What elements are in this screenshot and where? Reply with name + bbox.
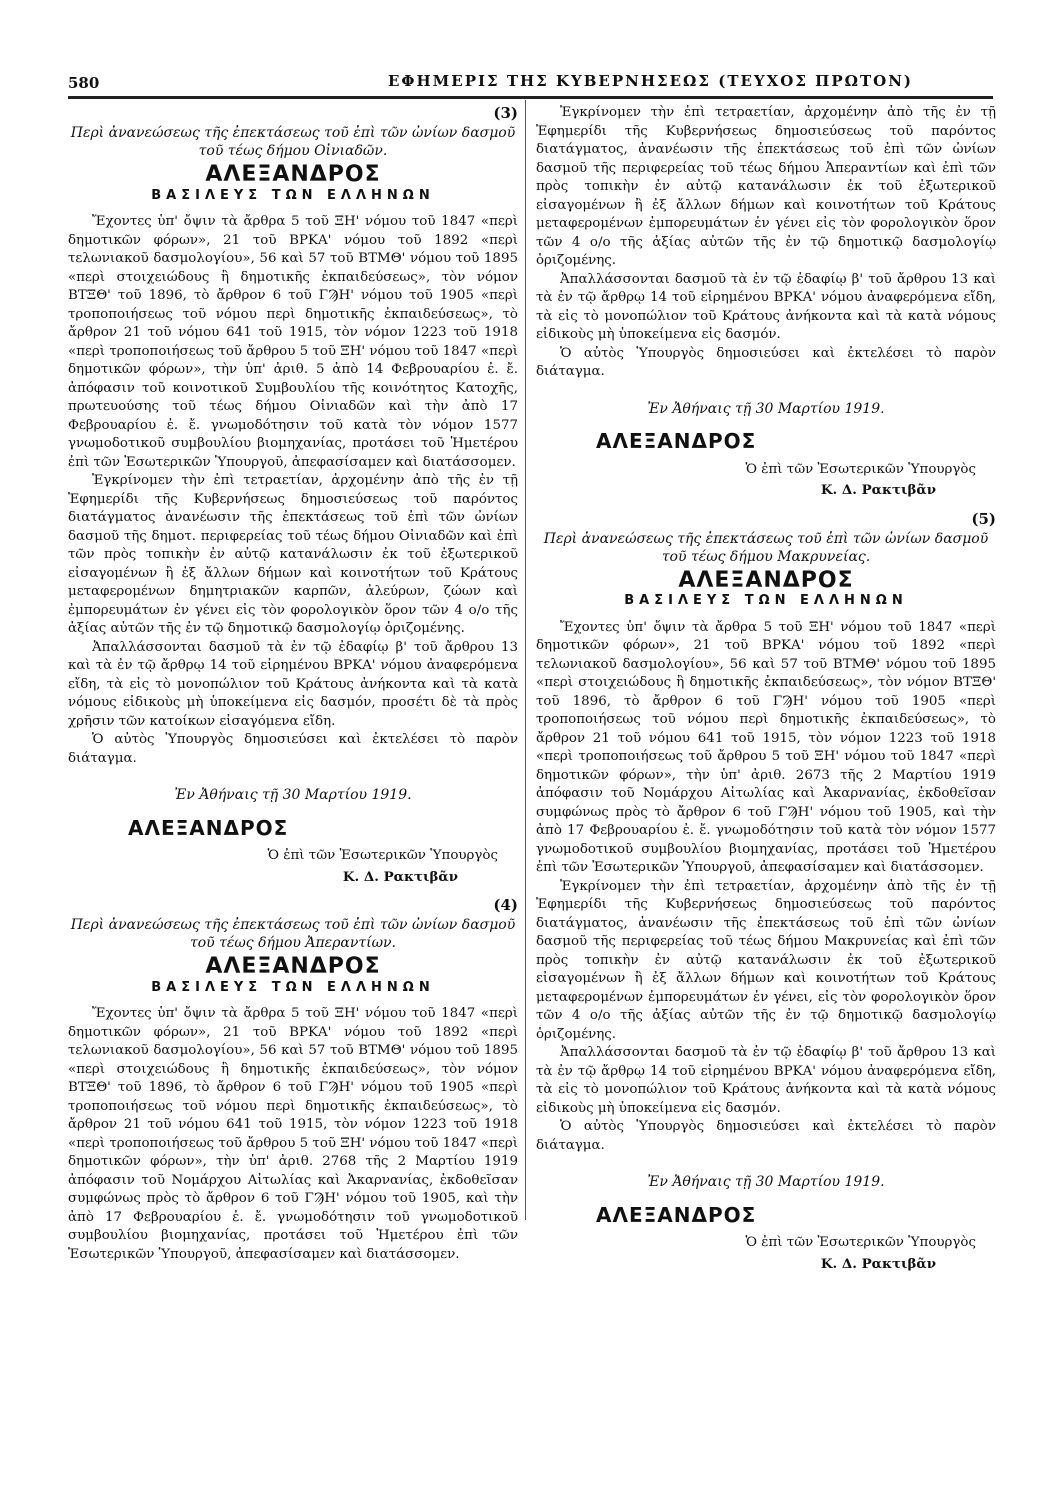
decree-paragraph: Ἐγκρίνομεν τὴν ἐπὶ τετραετίαν, ἀρχομένην ἀπὸ τῆς ἐν τῇ Ἐφημερίδι τῆς Κυβερνήσεως δημοσιεύσεως τοῦ παρόντος διατάγματος, ἀνανέωσιν τῆς ἐπεκτάσεως τοῦ ἐπὶ τῶν ὠνίων δασμοῦ τῆς περιφερείας τοῦ τέως δήμου Μακρυνείας καὶ ἐπὶ τῶν πρὸς τοπικὴν ἐν αὐτῷ κατανάλωσιν ἐκ τοῦ ἐξωτερικοῦ εἰσαγομένων ἢ ἐξ ἄλλων δήμων καὶ κοινοτήτων τοῦ Κράτους μεταφερομένων ἐμπορευμάτων ἐν γένει, εἰς τὸν φορολογικὸν ὅρον τῶν 4 ο/ο τῆς ἀξίας αὐτῶν τῆς ἐν τῷ δημοτικῷ δασμολογίῳ ὁριζομένης. — [536, 878, 996, 1042]
column-divider — [525, 100, 526, 1220]
king-title: ΒΑΣΙΛΕΥΣ ΤΩΝ ΕΛΛΗΝΩΝ — [151, 979, 435, 995]
king-name: ΑΛΕΞΑΝΔΡΟΣ — [205, 954, 381, 979]
header-rule — [68, 96, 993, 99]
page-header — [68, 66, 993, 96]
king-title: ΒΑΣΙΛΕΥΣ ΤΩΝ ΕΛΛΗΝΩΝ — [624, 593, 908, 608]
decree-subject: Περὶ ἀνανεώσεως τῆς ἐπεκτάσεως τοῦ ἐπὶ τῶν ὠνίων δασμοῦ τοῦ τέως δήμου Οἰνιαδῶν. — [70, 125, 516, 159]
page-number: 580 — [68, 74, 100, 92]
decree-date: Ἐν Ἀθήναις τῇ 30 Μαρτίου 1919. — [647, 400, 885, 417]
decree-paragraph: Ἀπαλλάσσονται δασμοῦ τὰ ἐν τῷ ἐδαφίῳ β' τοῦ ἄρθρου 13 καὶ τὰ ἐν τῷ ἄρθρῳ 14 τοῦ εἰρημένου ΒΡΚΑ' νόμου ἀναφερόμενα εἴδη, τὰ εἰς τὸ μονοπώλιον τοῦ Κράτους ἀνήκοντα καὶ τὰ κατὰ νόμους εἰδικοὺς μὴ ὑποκείμενα εἰς δασμόν. — [536, 271, 996, 342]
decree-paragraph: Ἔχοντες ὑπ' ὄψιν τὰ ἄρθρα 5 τοῦ ΞΗ' νόμου τοῦ 1847 «περὶ δημοτικῶν φόρων», 21 τοῦ ΒΡΚΑ' νόμου τοῦ 1892 «περὶ τελωνιακοῦ δασμολογίου», 56 καὶ 57 τοῦ ΒΤΜΘ' νόμου τοῦ 1895 «περὶ στοιχειώδους ἢ δημοτικῆς ἐκπαιδεύσεως», τὸν νόμον ΒΤΞΘ' τοῦ 1896, τὸ ἄρθρον 6 τοῦ ΓϠΗ' νόμου τοῦ 1905 «περὶ τροποποιήσεως τοῦ νόμου περὶ δημοτικῆς ἐκπαιδεύσεως», τὸ ἄρθρον 21 τοῦ νόμου 641 τοῦ 1915, τὸν νόμον 1223 τοῦ 1918 «περὶ τροποποιήσεως τοῦ ἄρθρου 5 τοῦ ΞΗ' νόμου τοῦ 1847 «περὶ δημοτικῶν φόρων», τὴν ὑπ' ἀριθ. 2673 τῆς 2 Μαρτίου 1919 ἀπόφασιν τοῦ Νομάρχου Αἰτωλίας καὶ Ἀκαρνανίας, ἐκδοθεῖσαν συμφώνως πρὸς τὸ ἄρθρον 6 τοῦ ΓϠΗ' νόμου τοῦ 1905, καὶ τὴν ἀπὸ 17 Φεβρουαρίου ἐ. ἔ. γνωμοδότησιν τοῦ κατὰ τὸν νόμον 1577 γνωμοδοτικοῦ συμβουλίου βιομηχανίας, προτάσει τοῦ Ἡμετέρου ἐπὶ τῶν Ἐσωτερικῶν Ὑπουργοῦ, ἀπεφασίσαμεν καὶ διατάσσομεν. — [536, 619, 996, 875]
decree-paragraph: Ἀπαλλάσσονται δασμοῦ τὰ ἐν τῷ ἐδαφίῳ β' τοῦ ἄρθρου 13 καὶ τὰ ἐν τῷ ἄρθρῳ 14 τοῦ εἰρημένου ΒΡΚΑ' νόμου ἀναφερόμενα εἴδη, τὰ εἰς τὸ μονοπώλιον τοῦ Κράτους ἀνήκοντα καὶ τὰ κατὰ νόμους εἰδικοὺς μὴ ὑποκείμενα εἰς δασμόν, προσέτι δὲ τὰ πρὸς χρῆσιν τῶν κατοίκων εἰσαγόμενα εἴδη. — [68, 639, 518, 729]
signature-king: ΑΛΕΞΑΝΔΡΟΣ — [128, 815, 289, 840]
right-column — [536, 104, 996, 1283]
signature-name: Κ. Δ. Ρακτιβᾶν — [342, 868, 458, 885]
king-name: ΑΛΕΞΑΝΔΡΟΣ — [205, 162, 381, 187]
left-column — [68, 104, 518, 1264]
decree-number: (3) — [493, 104, 518, 122]
decree-paragraph: Ὁ αὐτὸς Ὑπουργὸς δημοσιεύσει καὶ ἐκτελέσει τὸ παρὸν διάταγμα. — [536, 345, 996, 379]
signature-king: ΑΛΕΞΑΝΔΡΟΣ — [596, 1202, 757, 1227]
decree-number: (4) — [493, 896, 518, 914]
decree-paragraph: Ἀπαλλάσσονται δασμοῦ τὰ ἐν τῷ ἐδαφίῳ β' τοῦ ἄρθρου 13 καὶ τὰ ἐν τῷ ἄρθρῳ 14 τοῦ εἰρημένου ΒΡΚΑ' νόμου ἀναφερόμενα εἴδη, τὰ εἰς τὸ μονοπώλιον τοῦ Κράτους ἀνήκοντα καὶ τὰ κατὰ νόμους εἰδικοὺς μὴ ὑποκείμενα εἰς δασμόν. — [536, 1045, 996, 1116]
king-title: ΒΑΣΙΛΕΥΣ ΤΩΝ ΕΛΛΗΝΩΝ — [151, 187, 435, 203]
signature-role: Ὁ ἐπὶ τῶν Ἐσωτερικῶν Ὑπουργὸς — [745, 461, 976, 477]
king-name: ΑΛΕΞΑΝΔΡΟΣ — [678, 567, 854, 593]
signature-name: Κ. Δ. Ρακτιβᾶν — [820, 1255, 936, 1272]
decree-paragraph: Ὁ αὐτὸς Ὑπουργὸς δημοσιεύσει καὶ ἐκτελέσει τὸ παρὸν διάταγμα. — [68, 732, 518, 766]
decree-subject: Περὶ ἀνανεώσεως τῆς ἐπεκτάσεως τοῦ ἐπὶ τῶν ὠνίων δασμοῦ τοῦ τέως δήμου Ἀπεραντίων. — [70, 917, 516, 951]
gazette-title: ΕΦΗΜΕΡΙΣ ΤΗΣ ΚΥΒΕΡΝΗΣΕΩΣ (ΤΕΥΧΟΣ ΠΡΩΤΟΝ) — [388, 72, 913, 90]
decree-date: Ἐν Ἀθήναις τῇ 30 Μαρτίου 1919. — [647, 1174, 885, 1190]
decree-date: Ἐν Ἀθήναις τῇ 30 Μαρτίου 1919. — [174, 787, 412, 803]
decree-paragraph: Ἔχοντες ὑπ' ὄψιν τὰ ἄρθρα 5 τοῦ ΞΗ' νόμου τοῦ 1847 «περὶ δημοτικῶν φόρων», 21 τοῦ ΒΡΚΑ' νόμου τοῦ 1892 «περὶ τελωνιακοῦ δασμολογίου», 56 καὶ 57 τοῦ ΒΤΜΘ' νόμου τοῦ 1895 «περὶ στοιχειώδους ἢ δημοτικῆς ἐκπαιδεύσεως», τὸν νόμον ΒΤΞΘ' τοῦ 1896, τὸ ἄρθρον 6 τοῦ ΓϠΗ' νόμου τοῦ 1905 «περὶ τροποποιήσεως τοῦ νόμου περὶ δημοτικῆς ἐκπαιδεύσεως», τὸ ἄρθρον 21 τοῦ νόμου 641 τοῦ 1915, τὸν νόμον 1223 τοῦ 1918 «περὶ τροποποιήσεως τοῦ ἄρθρου 5 τοῦ ΞΗ' νόμου τοῦ 1847 «περὶ δημοτικῶν φόρων», τὴν ὑπ' ἀριθ. 5 ἀπὸ 14 Φεβρουαρίου ἐ. ἔ. ἀπόφασιν τοῦ κοινοτικοῦ Συμβουλίου τῆς κοινότητος Κατοχῆς, πρωτευούσης τοῦ τέως δήμου Οἰνιαδῶν καὶ τὴν ἀπὸ 17 Φεβρουαρίου ἐ. ἔ. γνωμοδότησιν τοῦ κατὰ τὸν νόμον 1577 γνωμοδοτικοῦ συμβουλίου βιομηχανίας, προτάσει τοῦ Ἡμετέρου ἐπὶ τῶν Ἐσωτερικῶν Ὑπουργοῦ, ἀπεφασίσαμεν καὶ διατάσσομεν. — [68, 214, 518, 470]
decree-paragraph: Ἐγκρίνομεν τὴν ἐπὶ τετραετίαν, ἀρχομένην ἀπὸ τῆς ἐν τῇ Ἐφημερίδι τῆς Κυβερνήσεως δημοσιεύσεως τοῦ παρόντος διατάγματος, ἀνανέωσιν τῆς ἐπεκτάσεως τοῦ ἐπὶ τῶν ὠνίων δασμοῦ τῆς περιφερείας τοῦ τέως δήμου Ἀπεραντίων καὶ ἐπὶ τῶν πρὸς τοπικὴν ἐν αὐτῷ κατανάλωσιν ἐκ τοῦ ἐξωτερικοῦ εἰσαγομένων ἢ ἐξ ἄλλων δήμων καὶ κοινοτήτων τοῦ Κράτους μεταφερομένων ἐμπορευμάτων ἐν γένει εἰς τὸν φορολογικὸν ὅρον τῶν 4 ο/ο τῆς ἀξίας αὐτῶν τῆς ἐν τῷ δημοτικῷ δασμολογίῳ ὁριζομένης. — [536, 105, 996, 268]
decree-paragraph: Ὁ αὐτὸς Ὑπουργὸς δημοσιεύσει καὶ ἐκτελέσει τὸ παρὸν διάταγμα. — [536, 1119, 996, 1153]
decree-subject: Περὶ ἀνανεώσεως τῆς ἐπεκτάσεως τοῦ ἐπὶ τῶν ὠνίων δασμοῦ τοῦ τέως δήμου Μακρυνείας. — [543, 530, 989, 565]
signature-king: ΑΛΕΞΑΝΔΡΟΣ — [596, 429, 757, 453]
decree-number: (5) — [971, 509, 996, 528]
signature-role: Ὁ ἐπὶ τῶν Ἐσωτερικῶν Ὑπουργὸς — [745, 1235, 976, 1250]
decree-paragraph: Ἔχοντες ὑπ' ὄψιν τὰ ἄρθρα 5 τοῦ ΞΗ' νόμου τοῦ 1847 «περὶ δημοτικῶν φόρων», 21 τοῦ ΒΡΚΑ' νόμου τοῦ 1892 «περὶ τελωνιακοῦ δασμολογίου», 56 καὶ 57 τοῦ ΒΤΜΘ' νόμου τοῦ 1895 «περὶ στοιχειώδους ἢ δημοτικῆς ἐκπαιδεύσεως», τὸν νόμον ΒΤΞΘ' τοῦ 1896, τὸ ἄρθρον 6 τοῦ ΓϠΗ' νόμου τοῦ 1905 «περὶ τροποποιήσεως τοῦ νόμου περὶ δημοτικῆς ἐκπαιδεύσεως», τὸ ἄρθρον 21 τοῦ νόμου 641 τοῦ 1915, τὸν νόμον 1223 τοῦ 1918 «περὶ τροποποιήσεως τοῦ ἄρθρου 5 τοῦ ΞΗ' νόμου τοῦ 1847 «περὶ δημοτικῶν φόρων», τὴν ὑπ' ἀριθ. 2768 τῆς 2 Μαρτίου 1919 ἀπόφασιν τοῦ Νομάρχου Αἰτωλίας καὶ Ἀκαρνανίας, ἐκδοθεῖσαν συμφώνως πρὸς τὸ ἄρθρον 6 τοῦ ΓϠΗ' νόμου τοῦ 1905, καὶ τὴν ἀπὸ 17 Φεβρουαρίου ἐ. ἔ. γνωμοδότησιν τοῦ γνωμοδοτικοῦ συμβουλίου βιομηχανίας, προτάσει τοῦ Ἡμετέρου ἐπὶ τῶν Ἐσωτερικῶν Ὑπουργοῦ, ἀπεφασίσαμεν καὶ διατάσσομεν. — [68, 1006, 518, 1262]
decree-paragraph: Ἐγκρίνομεν τὴν ἐπὶ τετραετίαν, ἀρχομένην ἀπὸ τῆς ἐν τῇ Ἐφημερίδι τῆς Κυβερνήσεως δημοσιεύσεως τοῦ παρόντος διατάγματος ἀνανέωσιν τῆς ἐπεκτάσεως τοῦ ἐπὶ τῶν ὠνίων δασμοῦ τῆς δημοτ. περιφερείας τοῦ τέως δήμου Οἰνιαδῶν καὶ ἐπὶ τῶν πρὸς τοπικὴν ἐν αὐτῷ κατανάλωσιν ἐκ τοῦ ἐξωτερικοῦ εἰσαγομένων ἢ ἐξ ἄλλων δήμων καὶ κοινοτήτων τοῦ Κράτους μεταφερομένων δημητριακῶν καρπῶν, ἀλεύρων, ζώων καὶ ἐμπορευμάτων ἐν γένει εἰς τὸν φορολογικὸν ὅρον τῶν 4 ο/ο τῆς ἀξίας αὐτῶν τῆς ἐν τῷ δημοτικῷ δασμολογίῳ ὁριζομένης. — [68, 473, 518, 636]
signature-role: Ὁ ἐπὶ τῶν Ἐσωτερικῶν Ὑπουργὸς — [267, 848, 498, 863]
signature-name: Κ. Δ. Ρακτιβᾶν — [820, 482, 936, 498]
